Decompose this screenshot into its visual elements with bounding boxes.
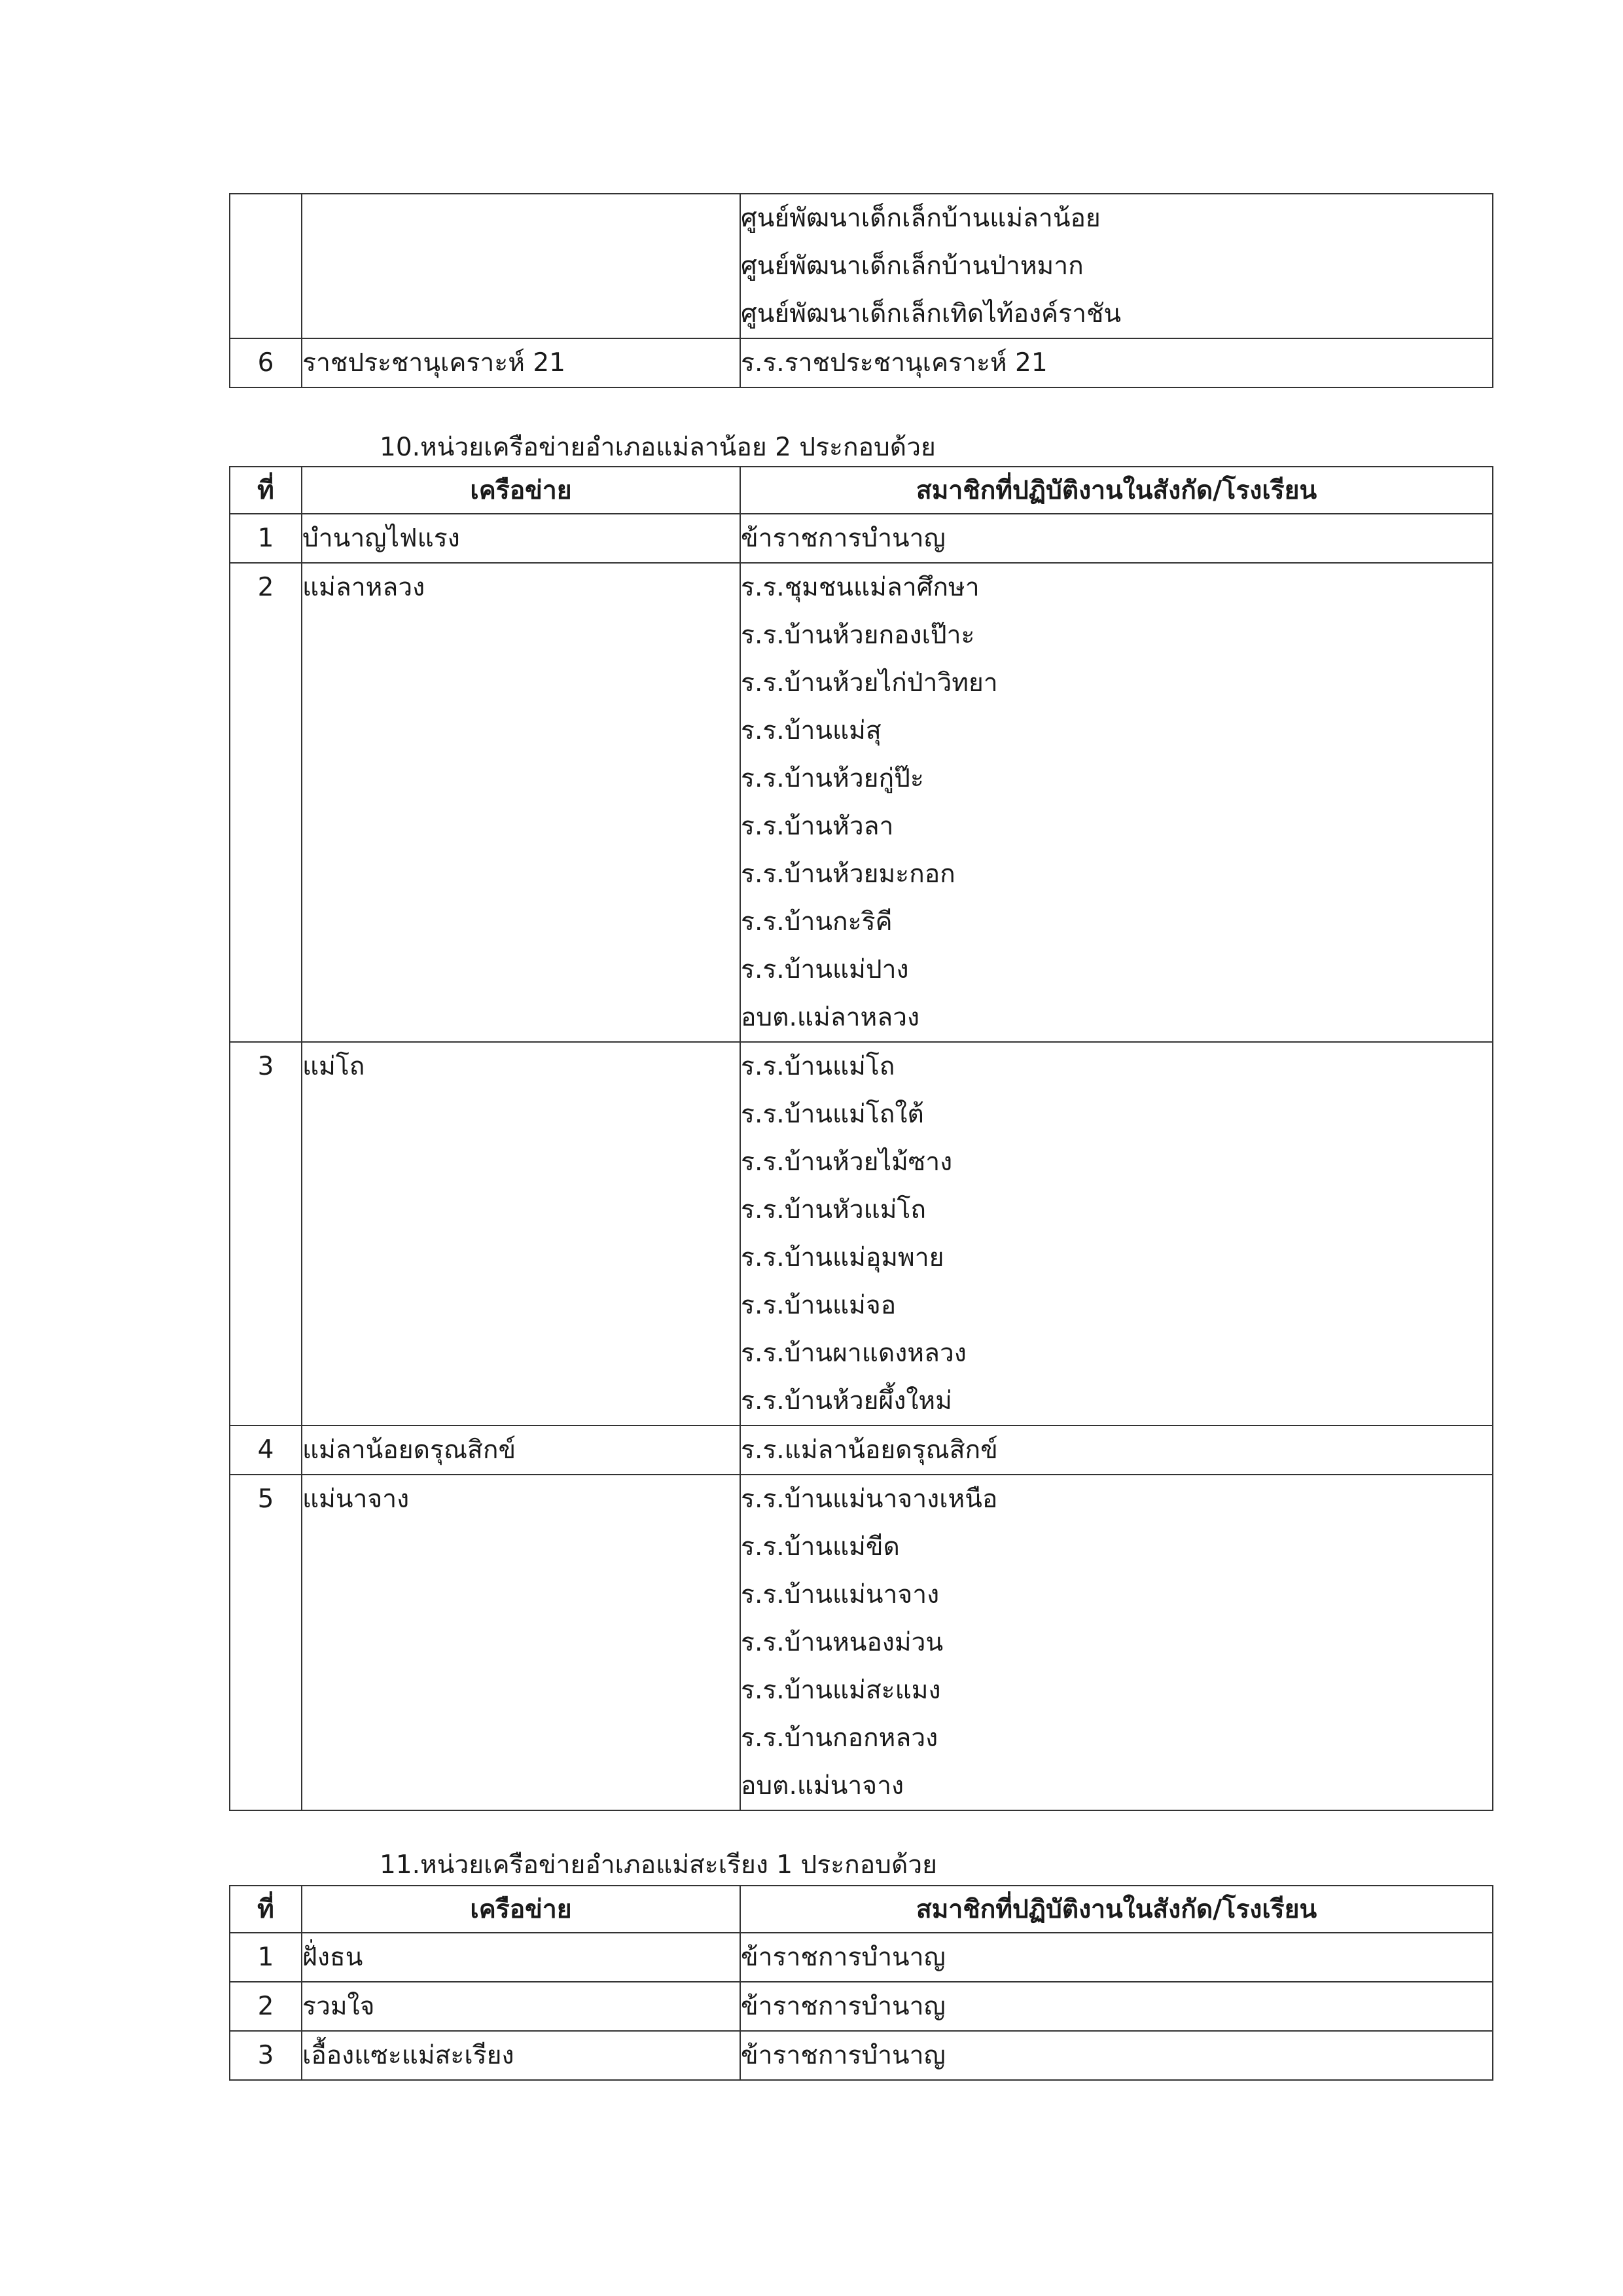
network-cell [302,1475,740,1810]
row-number-cell [230,1933,302,1982]
member-item: ศูนย์พัฒนาเด็กเล็กบ้านแม่ลาน้อย [741,204,1101,233]
member-item: ร.ร.บ้านแม่สุ [741,716,882,745]
row-number-cell [230,1042,302,1426]
member-item: ร.ร.บ้านแม่โถใต้ [741,1100,924,1129]
header-members: สมาชิกที่ปฏิบัติงานในสังกัด/โรงเรียน [740,1886,1493,1933]
network-name: เอื้องแซะแม่สะเรียง [302,2041,514,2070]
member-item: ร.ร.บ้านแม่อุมพาย [741,1243,944,1272]
member-item: ร.ร.บ้านแม่ขีด [741,1532,900,1562]
section-10-heading: 10.หน่วยเครือข่ายอำเภอแม่ลาน้อย 2 ประกอบด้วย [380,433,936,462]
row-number: 6 [257,348,274,378]
members-cell [740,514,1493,563]
header-no: ที่ [230,467,302,514]
members-cell [740,1042,1493,1426]
table-row [230,514,1493,563]
member-item: ร.ร.บ้านหนองม่วน [741,1628,944,1657]
row-number: 4 [257,1435,274,1465]
table-row [230,338,1493,387]
member-item: ร.ร.บ้านผาแดงหลวง [741,1338,967,1368]
member-item: ข้าราชการบำนาญ [741,1992,946,2021]
table-body [230,514,1493,1810]
row-number-cell [230,194,302,338]
row-number: 2 [257,1992,274,2021]
member-item: ร.ร.บ้านห้วยกองเป๊าะ [741,620,975,650]
header-no: ที่ [230,1886,302,1933]
member-item: ร.ร.บ้านแม่สะแมง [741,1676,941,1705]
section-10-table [229,466,1493,1811]
member-item: ร.ร.บ้านแม่จอ [741,1291,897,1320]
member-item: ข้าราชการบำนาญ [741,524,946,553]
member-item: ร.ร.บ้านกอกหลวง [741,1723,938,1753]
table-row [230,1982,1493,2031]
row-number: 3 [257,1052,274,1081]
network-cell [302,563,740,1042]
member-item: ศูนย์พัฒนาเด็กเล็กบ้านป่าหมาก [741,251,1084,281]
table-row [230,563,1493,1042]
table-row [230,1426,1493,1475]
network-cell [302,514,740,563]
network-cell [302,1982,740,2031]
row-number-cell [230,563,302,1042]
network-name: ราชประชานุเคราะห์ 21 [302,348,565,378]
table-body [230,194,1493,387]
member-item: ร.ร.บ้านกะริคี [741,907,893,937]
members-cell [740,2031,1493,2080]
header-network: เครือข่าย [302,1886,740,1933]
section-11-heading: 11.หน่วยเครือข่ายอำเภอแม่สะเรียง 1 ประกอบด้วย [380,1850,938,1880]
network-name [302,194,740,242]
network-cell [302,338,740,387]
member-item: ร.ร.ราชประชานุเคราะห์ 21 [741,348,1048,378]
table-row [230,1933,1493,1982]
table-row [230,1042,1493,1426]
member-item: ร.ร.บ้านห้วยไก่ป่าวิทยา [741,668,998,698]
row-number-cell [230,2031,302,2080]
members-cell [740,1475,1493,1810]
network-cell [302,1042,740,1426]
member-item: ร.ร.บ้านแม่ปาง [741,955,909,984]
network-name: บำนาญไฟแรง [302,524,460,553]
network-name: รวมใจ [302,1992,375,2021]
member-item: อบต.แม่ลาหลวง [741,1003,920,1032]
table-row [230,2031,1493,2080]
table-header-row [230,467,1493,514]
header-members: สมาชิกที่ปฏิบัติงานในสังกัด/โรงเรียน [740,467,1493,514]
table-row [230,1475,1493,1810]
member-item: ข้าราชการบำนาญ [741,2041,946,2070]
member-item: ร.ร.บ้านแม่นาจาง [741,1580,940,1609]
table-row [230,194,1493,338]
member-item: ร.ร.บ้านห้วยไม้ซาง [741,1147,953,1177]
row-number: 3 [257,2041,274,2070]
section-11-table [229,1885,1493,2081]
network-name: แม่โถ [302,1052,365,1081]
table-header-row [230,1886,1493,1933]
member-item: ร.ร.บ้านแม่นาจางเหนือ [741,1484,998,1514]
network-cell [302,2031,740,2080]
table-body [230,1933,1493,2080]
member-item: ร.ร.ชุมชนแม่ลาศึกษา [741,573,980,602]
row-number-cell [230,1982,302,2031]
member-item: ข้าราชการบำนาญ [741,1943,946,1972]
member-item: ร.ร.แม่ลาน้อยดรุณสิกข์ [741,1435,998,1465]
member-item: ร.ร.บ้านแม่โถ [741,1052,895,1081]
network-cell [302,1933,740,1982]
header-network: เครือข่าย [302,467,740,514]
network-name: แม่ลาน้อยดรุณสิกข์ [302,1435,516,1465]
row-number: 2 [257,573,274,602]
row-number-cell [230,1426,302,1475]
row-number: 5 [257,1484,274,1514]
members-cell [740,1933,1493,1982]
member-item: ร.ร.บ้านห้วยกู่ป๊ะ [741,764,924,793]
members-cell [740,1426,1493,1475]
network-name: ฝั่งธน [302,1943,363,1972]
members-cell [740,1982,1493,2031]
row-number-cell [230,514,302,563]
members-cell [740,338,1493,387]
member-item: ร.ร.บ้านห้วยมะกอก [741,859,955,889]
continued-network-table [229,193,1493,388]
member-item: ร.ร.บ้านหัวลา [741,812,894,841]
member-item: ศูนย์พัฒนาเด็กเล็กเทิดไท้องค์ราชัน [741,299,1122,329]
network-cell [302,194,740,338]
row-number: 1 [257,1943,274,1972]
members-cell [740,194,1493,338]
member-item: อบต.แม่นาจาง [741,1771,904,1801]
network-cell [302,1426,740,1475]
row-number-cell [230,338,302,387]
network-name: แม่ลาหลวง [302,573,425,602]
member-item: ร.ร.บ้านหัวแม่โถ [741,1195,927,1225]
row-number: 1 [257,524,274,553]
row-number-cell [230,1475,302,1810]
row-number [230,194,301,242]
members-cell [740,563,1493,1042]
network-name: แม่นาจาง [302,1484,410,1514]
member-item: ร.ร.บ้านห้วยผึ้งใหม่ [741,1386,952,1416]
